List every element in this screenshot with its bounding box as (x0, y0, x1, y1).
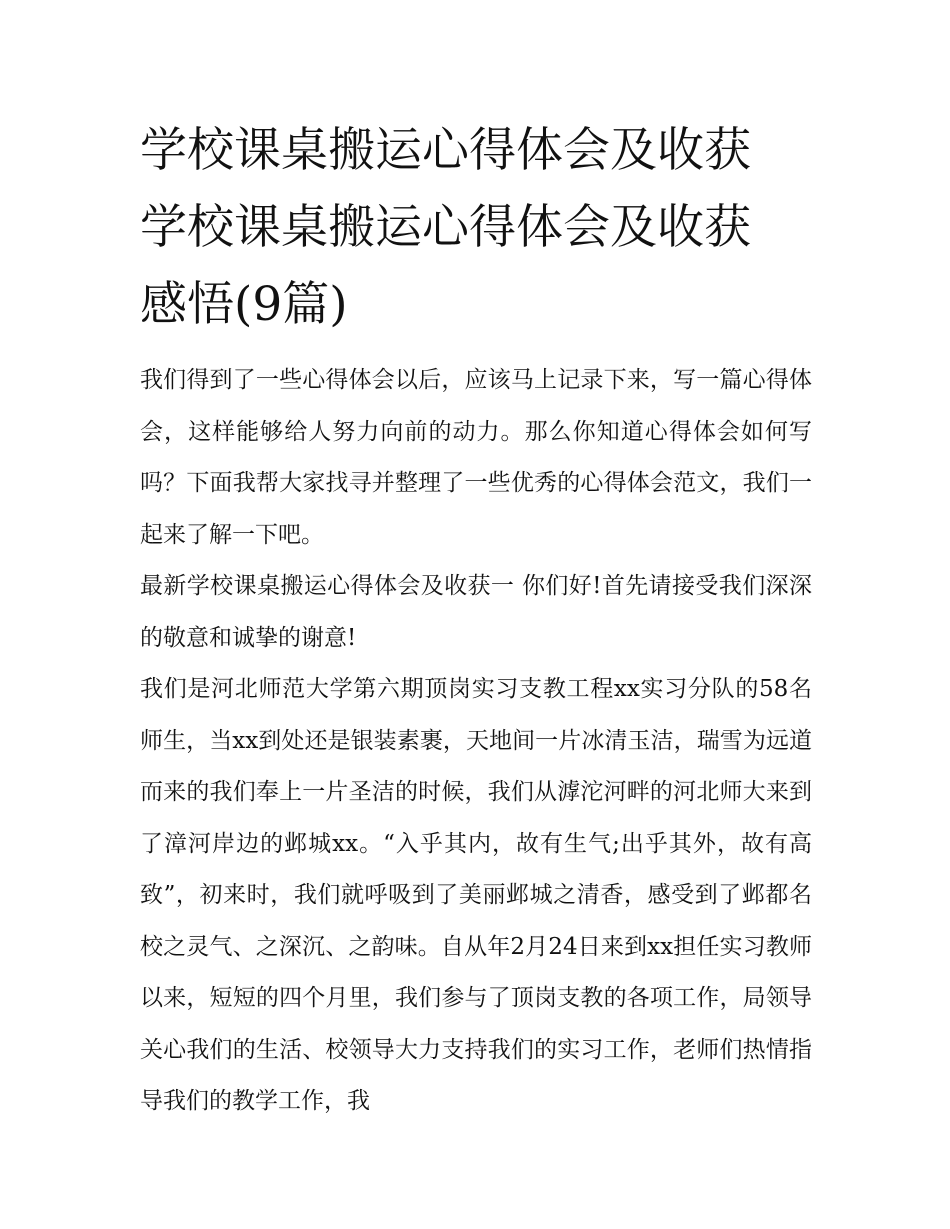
title-line-1: 学校课桌搬运心得体会及收获 (140, 123, 751, 178)
paragraph-greeting: 最新学校课桌搬运心得体会及收获一 你们好!首先请接受我们深深的敬意和诚挚的谢意! (140, 573, 812, 651)
document-title (140, 112, 830, 343)
document-body (140, 355, 812, 1128)
paragraph-intro: 我们得到了一些心得体会以后，应该马上记录下来，写一篇心得体会，这样能够给人努力向前的动力。那么你知道心得体会如何写吗？下面我帮大家找寻并整理了一些优秀的心得体会范文，我们一起来了解一下吧。 (140, 367, 812, 548)
paragraph-main: 我们是河北师范大学第六期顶岗实习支教工程xx实习分队的58名师生，当xx到处还是银装素裹，天地间一片冰清玉洁，瑞雪为远道而来的我们奉上一片圣洁的时候，我们从滹沱河畔的河北师大来到了漳河岸边的邺城xx。“入乎其内，故有生气;出乎其外，故有高致”，初来时，我们就呼吸到了美丽邺城之清香，感受到了邺都名校之灵气、之深沉、之韵味。自从年2月24日来到xx担任实习教师以来，短短的四个月里，我们参与了顶岗支教的各项工作，局领导关心我们的生活、校领导大力支持我们的实习工作，老师们热情指导我们的教学工作，我 (140, 676, 812, 1114)
title-line-2: 学校课桌搬运心得体会及收获 (140, 200, 751, 255)
title-line-3: 感悟(9篇) (140, 277, 348, 332)
